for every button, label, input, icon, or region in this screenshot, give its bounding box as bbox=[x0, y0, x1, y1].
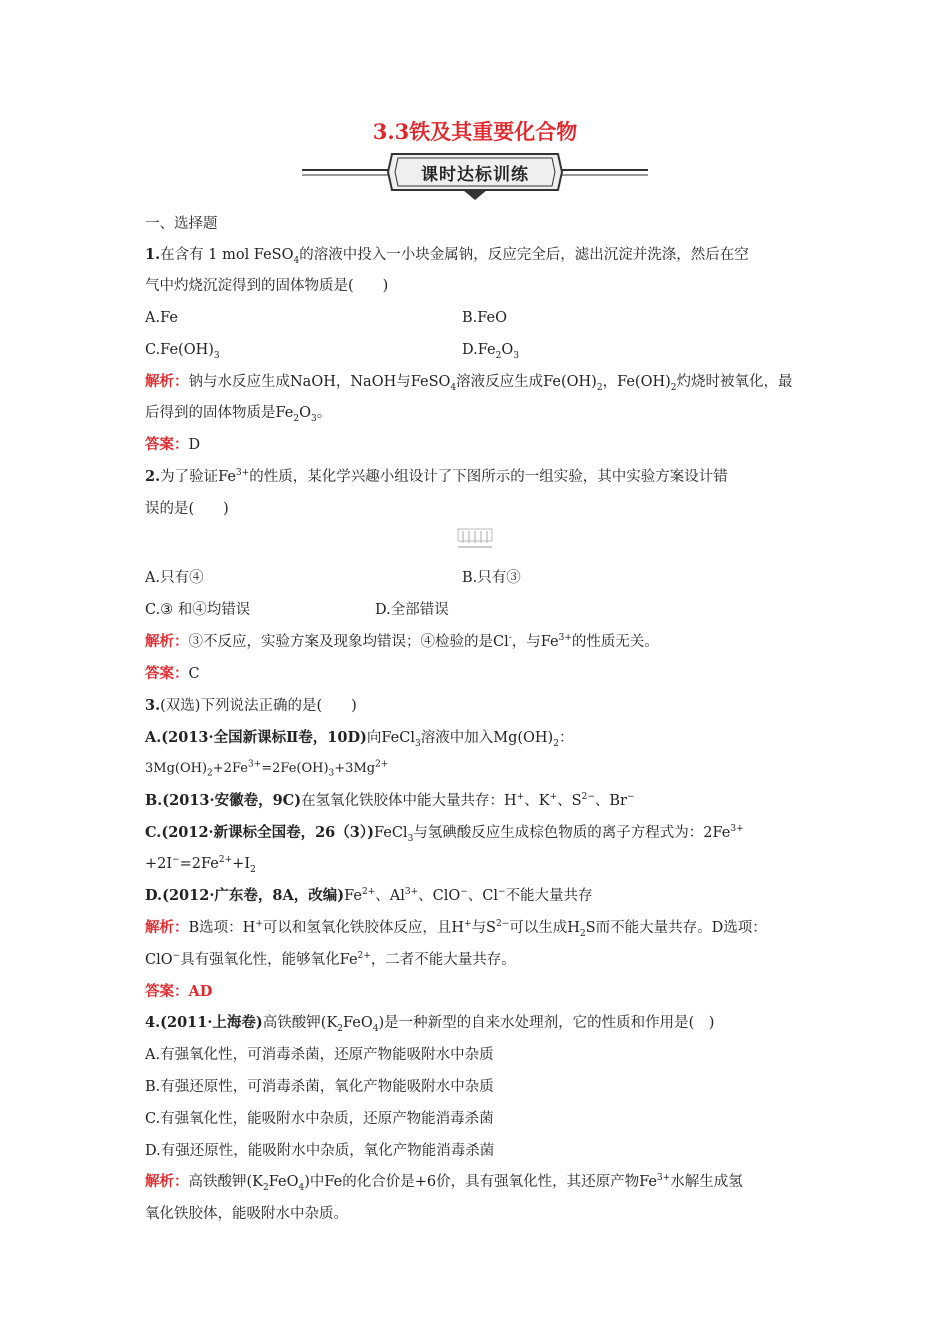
question-3-option-d: D.(2012·广东卷，8A，改编)$Fe^{2+}$、$Al^{3+}$、ClO−、Cl−不能大量共存 bbox=[145, 887, 593, 904]
question-1-stem-line2: 气中灼烧沉淀得到的固体物质是( ) bbox=[145, 278, 389, 294]
question-2-option-d: D.全部错误 bbox=[375, 602, 449, 618]
question-1-answer: 答案：D bbox=[145, 436, 201, 453]
question-2-stem-line1: 2.为了验证$Fe^{3+}$的性质，某化学兴趣小组设计了下图所示的一组实验，其中实验方案设计错 bbox=[145, 468, 728, 485]
question-4-option-c: C.有强氧化性，能吸附水中杂质，还原产物能消毒杀菌 bbox=[145, 1111, 494, 1127]
question-1-analysis-line2: 后得到的固体物质是$Fe_2O_3$。 bbox=[145, 405, 332, 424]
question-3-option-c: C.(2012·新课标全国卷，26（3）)FeCl$_3$与氢碘酸反应生成棕色物质的离子方程式为：$2Fe^{3+}$ bbox=[145, 824, 744, 844]
question-2-analysis: 解析：③不反应，实验方案及现象均错误；④检验的是Cl-，与$Fe^{3+}$的性质无关。 bbox=[145, 633, 659, 650]
question-1-option-d: $D.Fe_2O_3$ bbox=[462, 342, 519, 361]
page-title: 3.3铁及其重要化合物 bbox=[372, 119, 578, 144]
question-3-analysis-line1: 解析：B选项：H+可以和氢氧化铁胶体反应，且H+与$S^{2-}$可以生成$H_2S$而不能大量共存。D选项： bbox=[145, 919, 767, 939]
question-1-stem-line1: 1.在含有 1 mol FeSO$_4$的溶液中投入一小块金属钠，反应完全后，滤出沉淀并洗涤，然后在空 bbox=[145, 246, 749, 266]
question-4-option-a: A.有强氧化性，可消毒杀菌，还原产物能吸附水中杂质 bbox=[145, 1047, 494, 1063]
question-3-option-c-equation: $+2I^-=2Fe^{2+}+I_2$ bbox=[145, 855, 256, 875]
question-4-option-b: B.有强还原性，可消毒杀菌，氧化产物能吸附水中杂质 bbox=[145, 1079, 494, 1095]
question-4-analysis-line1: 解析：高铁酸钾$(K_2FeO_4)$中Fe的化合价是+6价，具有强氧化性，其还原产物$Fe^{3+}$水解生成氢 bbox=[145, 1173, 743, 1193]
question-4-stem: 4.(2011·上海卷)高铁酸钾$(K_2FeO_4)$是一种新型的自来水处理剂，它的性质和作用是( ) bbox=[145, 1014, 715, 1034]
question-1-option-b: B.FeO bbox=[462, 310, 508, 326]
question-4-option-d: D.有强还原性，能吸附水中杂质，氧化产物能消毒杀菌 bbox=[145, 1143, 495, 1159]
question-3-analysis-line2: ClO−具有强氧化性，能够氧化$Fe^{2+}$，二者不能大量共存。 bbox=[145, 951, 516, 968]
section-banner bbox=[300, 150, 650, 202]
question-3-option-b: B.(2013·安徽卷，9C)在氢氧化铁胶体中能大量共存：H+、K+、$S^{2-}$、Br− bbox=[145, 792, 635, 809]
question-2-option-a: A.只有④ bbox=[145, 570, 204, 586]
question-2-answer: 答案：C bbox=[145, 665, 200, 682]
question-2-option-c: C.③ 和④均错误 bbox=[145, 602, 251, 618]
question-1-option-a: A.Fe bbox=[145, 310, 178, 326]
question-3-option-a: A.(2013·全国新课标Ⅱ卷，10D)向FeCl$_3$溶液中加入$Mg(OH)_2$： bbox=[145, 729, 574, 749]
question-3-answer: 答案：AD bbox=[145, 983, 213, 1000]
question-3-stem: 3.(双选)下列说法正确的是( ) bbox=[145, 697, 357, 714]
section-heading: 一、选择题 bbox=[145, 216, 218, 232]
question-2-stem-line2: 误的是( ) bbox=[145, 501, 229, 517]
question-1-option-c: $C.Fe(OH)_3$ bbox=[145, 342, 220, 361]
question-2-option-b: B.只有③ bbox=[462, 570, 521, 586]
question-1-analysis-line1: 解析：钠与水反应生成NaOH，NaOH与FeSO$_4$溶液反应生成$Fe(OH)_2$，$Fe(OH)_2$灼烧时被氧化，最 bbox=[145, 373, 793, 393]
question-3-option-a-equation: $3Mg(OH)_2+2Fe^{3+}=2Fe(OH)_3+3Mg^{2+}$ bbox=[145, 759, 389, 779]
banner-label: 课时达标训练 bbox=[421, 165, 529, 185]
question-4-analysis-line2: 氧化铁胶体，能吸附水中杂质。 bbox=[145, 1206, 348, 1222]
test-tubes-figure-icon bbox=[455, 527, 495, 551]
